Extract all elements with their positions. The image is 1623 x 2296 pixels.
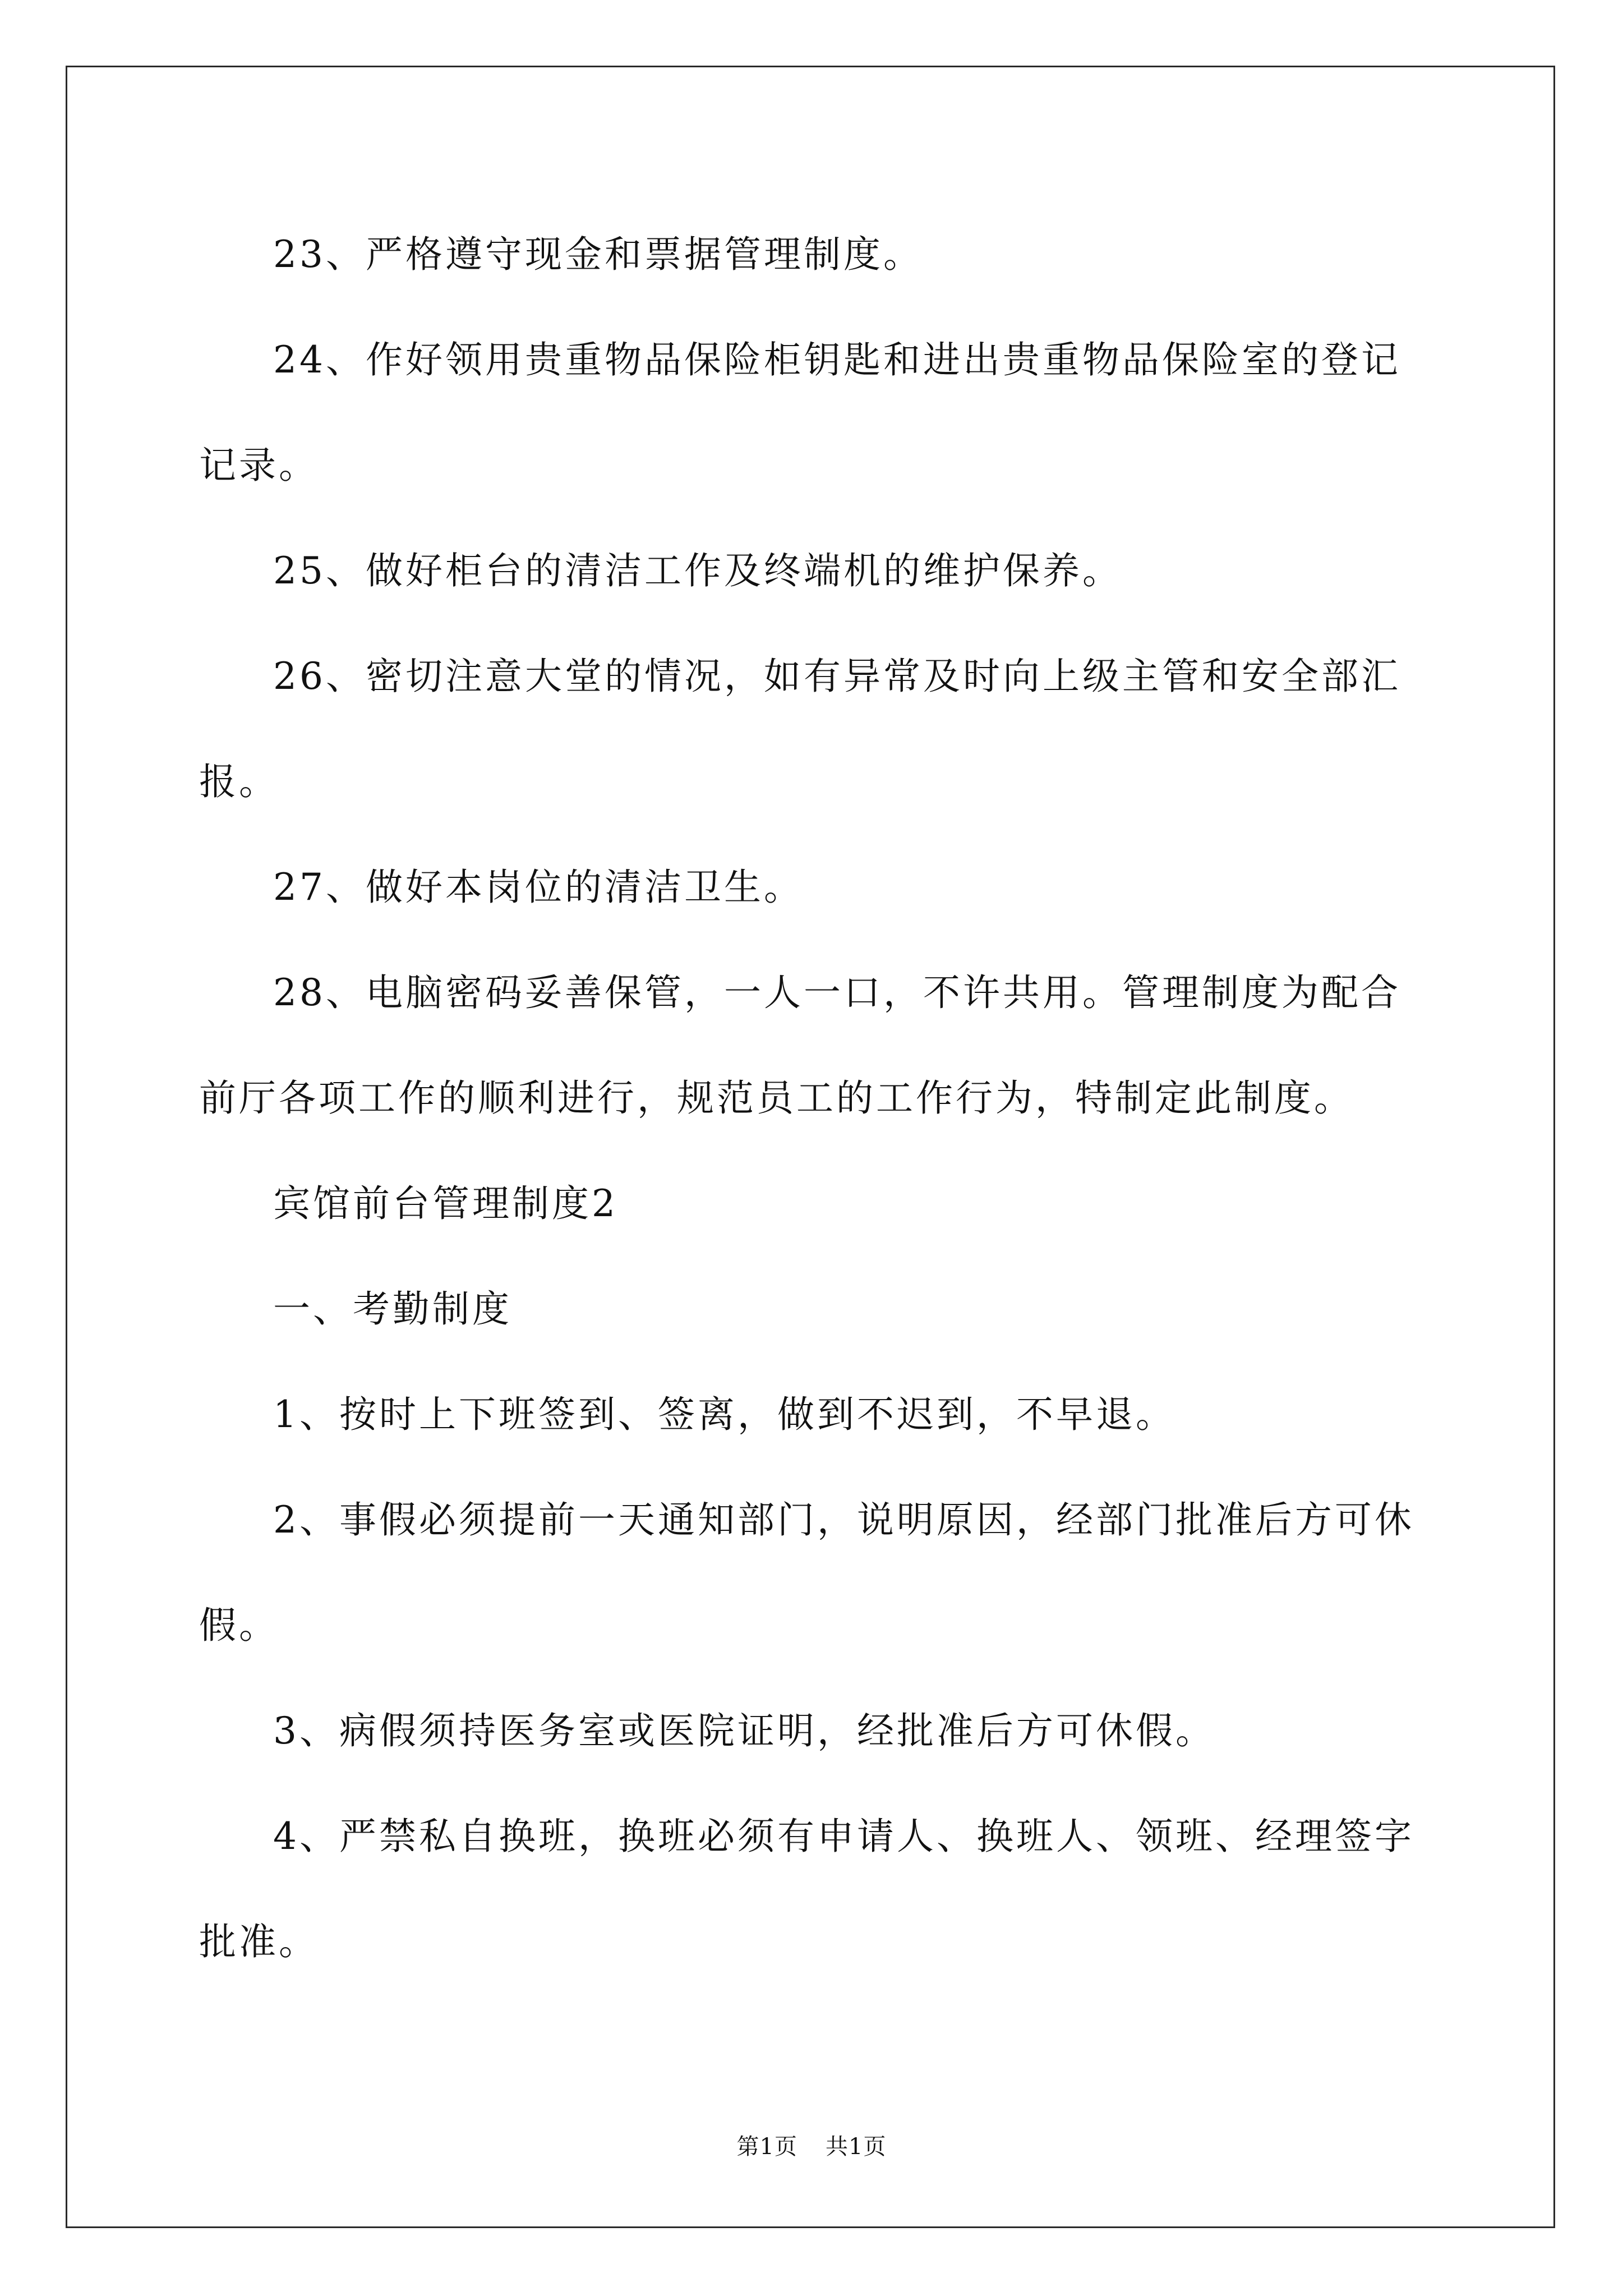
- paragraph-24: 24、作好领用贵重物品保险柜钥匙和进出贵重物品保险室的登记记录。: [199, 338, 1401, 487]
- page-number: 第1页: [736, 2134, 797, 2160]
- section-title: 宾馆前台管理制度2: [273, 1182, 618, 1225]
- paragraph-23: 23、严格遵守现金和票据管理制度。: [273, 233, 923, 276]
- page-footer: [0, 2129, 1623, 2161]
- paragraph-26: 26、密切注意大堂的情况，如有异常及时向上级主管和安全部汇报。: [199, 655, 1401, 803]
- document-body: [199, 202, 1430, 1995]
- paragraph-25: 25、做好柜台的清洁工作及终端机的维护保养。: [273, 549, 1122, 592]
- rule-4: 4、严禁私自换班，换班必须有申请人、换班人、领班、经理签字批准。: [199, 1815, 1414, 1963]
- rule-3: 3、病假须持医务室或医院证明，经批准后方可休假。: [273, 1709, 1215, 1752]
- subsection-heading: 一、考勤制度: [273, 1287, 512, 1331]
- page-total: 共1页: [826, 2134, 887, 2160]
- rule-2: 2、事假必须提前一天通知部门，说明原因，经部门批准后方可休假。: [199, 1498, 1414, 1647]
- paragraph-27: 27、做好本岗位的清洁卫生。: [273, 866, 804, 909]
- paragraph-28: 28、电脑密码妥善保管，一人一口，不许共用。管理制度为配合前厅各项工作的顺利进行，规范员工的工作行为，特制定此制度。: [199, 971, 1401, 1120]
- rule-1: 1、按时上下班签到、签离，做到不迟到，不早退。: [273, 1393, 1175, 1436]
